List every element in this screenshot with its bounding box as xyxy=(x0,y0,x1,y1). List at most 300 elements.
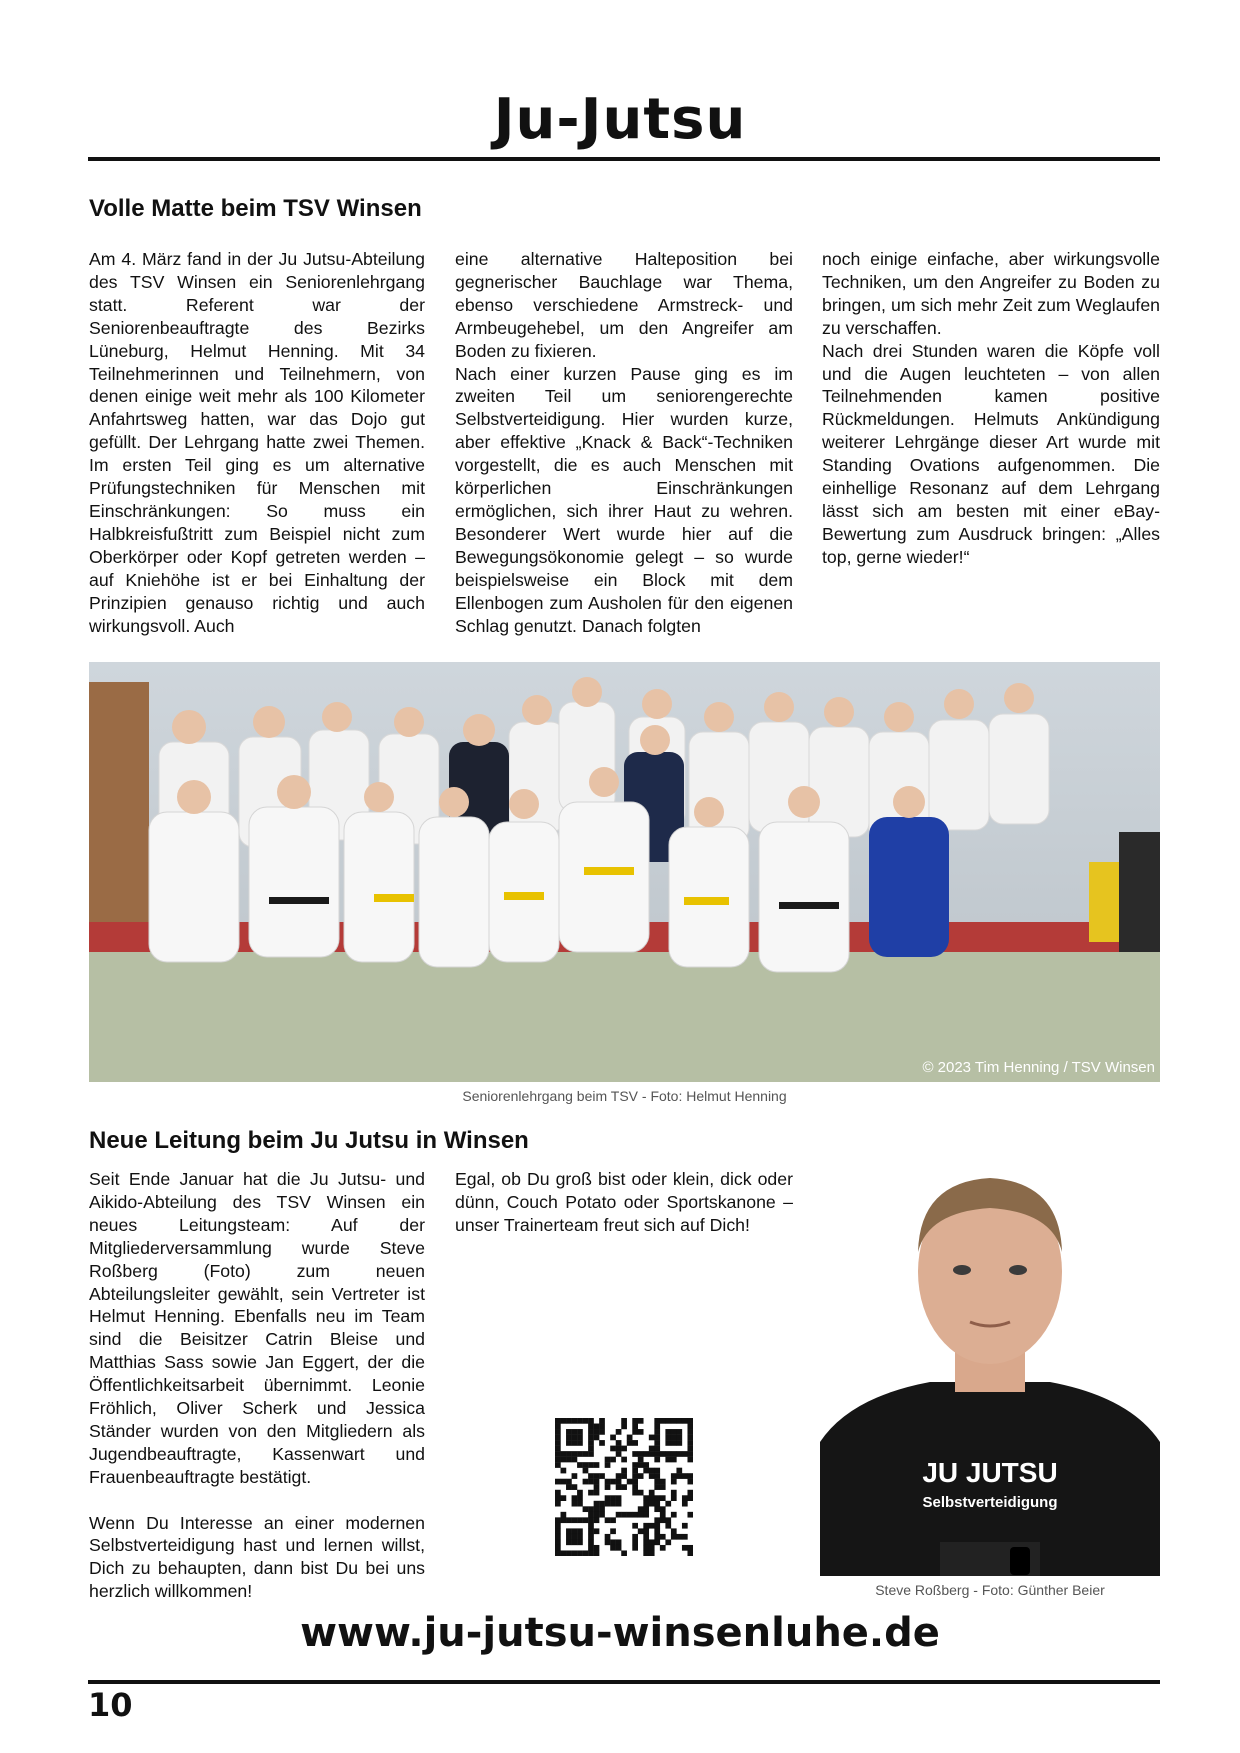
qr-module xyxy=(643,1495,649,1501)
qr-module xyxy=(599,1506,605,1512)
qr-module xyxy=(682,1418,688,1424)
qr-module xyxy=(671,1528,677,1534)
qr-module xyxy=(555,1550,561,1556)
qr-module xyxy=(660,1506,666,1512)
qr-module xyxy=(682,1501,688,1507)
qr-module xyxy=(572,1484,578,1490)
article1-col2-paragraph-2: Nach einer kurzen Pause ging es im zweiten Teil um seniorengerechte Selbstverteidigung. Hier wurden kurze, aber effektive „Knack & Back“-Techniken vorgestellt, die es auch Menschen mit körperlichen Einschränkungen ermöglichen, sich ihrer Haut zu wehren. Besonderer Wert wurde hier auf die Bewegungsökonomie gelegt – so wurde beispielsweise ein Block mit dem Ellenbogen zum Ausholen für den eigenen Schlag genutzt. Danach folgten xyxy=(455,363,793,636)
qr-module xyxy=(649,1545,655,1551)
qr-module xyxy=(649,1446,655,1452)
qr-module xyxy=(594,1462,600,1468)
qr-module xyxy=(555,1446,561,1452)
qr-module xyxy=(588,1446,594,1452)
qr-module xyxy=(660,1484,666,1490)
qr-module xyxy=(654,1528,660,1534)
qr-module xyxy=(610,1446,616,1452)
qr-module xyxy=(638,1512,644,1518)
qr-module xyxy=(588,1418,594,1424)
qr-module xyxy=(572,1517,578,1523)
qr-module xyxy=(649,1473,655,1479)
shirt-text-1: JU JUTSU xyxy=(922,1457,1058,1488)
qr-module xyxy=(660,1479,666,1485)
qr-module xyxy=(632,1440,638,1446)
qr-module xyxy=(577,1550,583,1556)
qr-module xyxy=(610,1479,616,1485)
qr-module xyxy=(649,1495,655,1501)
qr-module xyxy=(588,1462,594,1468)
qr-module xyxy=(577,1501,583,1507)
article2-column-1 xyxy=(89,1168,425,1603)
qr-module xyxy=(654,1468,660,1474)
qr-module xyxy=(660,1451,666,1457)
qr-module xyxy=(687,1435,693,1441)
qr-module xyxy=(566,1451,572,1457)
qr-module xyxy=(649,1435,655,1441)
qr-module xyxy=(643,1523,649,1529)
qr-module xyxy=(643,1451,649,1457)
qr-module xyxy=(605,1539,611,1545)
qr-module xyxy=(654,1539,660,1545)
qr-module xyxy=(599,1512,605,1518)
qr-module xyxy=(555,1418,561,1424)
qr-module xyxy=(632,1512,638,1518)
qr-module xyxy=(605,1534,611,1540)
qr-module xyxy=(583,1468,589,1474)
qr-module xyxy=(610,1495,616,1501)
qr-module xyxy=(616,1451,622,1457)
photo-watermark: © 2023 Tim Henning / TSV Winsen xyxy=(922,1059,1155,1076)
qr-module xyxy=(687,1457,693,1463)
qr-module xyxy=(632,1424,638,1430)
qr-module xyxy=(577,1451,583,1457)
qr-module xyxy=(572,1473,578,1479)
qr-module xyxy=(649,1501,655,1507)
qr-module xyxy=(588,1473,594,1479)
qr-module xyxy=(654,1517,660,1523)
qr-module xyxy=(610,1545,616,1551)
portrait-photo xyxy=(820,1142,1160,1576)
qr-module xyxy=(676,1429,682,1435)
qr-module xyxy=(566,1479,572,1485)
qr-module xyxy=(588,1435,594,1441)
qr-module xyxy=(583,1462,589,1468)
qr-module xyxy=(654,1484,660,1490)
qr-module xyxy=(561,1512,567,1518)
qr-module xyxy=(687,1451,693,1457)
qr-module xyxy=(671,1451,677,1457)
qr-module xyxy=(555,1495,561,1501)
qr-module xyxy=(599,1418,605,1424)
qr-code-graphic xyxy=(555,1418,693,1556)
qr-module xyxy=(566,1457,572,1463)
qr-module xyxy=(676,1534,682,1540)
qr-module xyxy=(638,1429,644,1435)
qr-module xyxy=(616,1484,622,1490)
qr-module xyxy=(577,1517,583,1523)
qr-module xyxy=(610,1457,616,1463)
qr-module xyxy=(588,1490,594,1496)
qr-module xyxy=(638,1451,644,1457)
qr-module xyxy=(643,1501,649,1507)
qr-module xyxy=(566,1484,572,1490)
qr-module xyxy=(566,1429,572,1435)
qr-module xyxy=(632,1545,638,1551)
qr-module xyxy=(566,1528,572,1534)
qr-module xyxy=(627,1440,633,1446)
qr-module xyxy=(660,1512,666,1518)
qr-module xyxy=(621,1468,627,1474)
qr-module xyxy=(687,1545,693,1551)
qr-module xyxy=(632,1429,638,1435)
qr-module xyxy=(638,1506,644,1512)
qr-module xyxy=(588,1424,594,1430)
qr-module xyxy=(665,1457,671,1463)
qr-module xyxy=(583,1451,589,1457)
qr-module xyxy=(671,1435,677,1441)
website-url[interactable]: www.ju-jutsu-winsenluhe.de xyxy=(300,1610,940,1656)
qr-module xyxy=(665,1451,671,1457)
qr-module xyxy=(665,1539,671,1545)
qr-module xyxy=(577,1440,583,1446)
qr-module xyxy=(638,1418,644,1424)
qr-module xyxy=(621,1484,627,1490)
article1-col3-paragraph-2: Nach drei Stunden waren die Köpfe voll und die Augen leuchteten – von allen Teilnehmenden kamen positive Rückmeldungen. Helmuts Ankündigung weiterer Lehrgänge dieser Art wurde mit Standing Ovations aufgenommen. Die einhellige Resonanz auf dem Lehrgang lässt sich am besten mit einer eBay-Bewertung zum Ausdruck bringen: „Alles top, gerne wieder!“ xyxy=(822,340,1160,567)
qr-module xyxy=(616,1440,622,1446)
qr-module xyxy=(583,1418,589,1424)
group-photo-illustration xyxy=(89,662,1160,1082)
qr-module xyxy=(583,1517,589,1523)
qr-module xyxy=(616,1512,622,1518)
qr-module xyxy=(572,1440,578,1446)
qr-module xyxy=(566,1550,572,1556)
qr-module xyxy=(555,1545,561,1551)
qr-module xyxy=(588,1440,594,1446)
qr-module xyxy=(555,1440,561,1446)
qr-module xyxy=(665,1501,671,1507)
qr-module xyxy=(654,1424,660,1430)
qr-module xyxy=(616,1473,622,1479)
qr-module xyxy=(555,1539,561,1545)
article1-col1-paragraph: Am 4. März fand in der Ju Jutsu-Abteilung des TSV Winsen ein Seniorenlehrgang statt. Referent war der Seniorenbeauftragte des Bezirks Lüneburg, Helmut Henning. Mit 34 Teilnehmerinnen und Teilnehmern, von denen einige weit mehr als 100 Kilometer Anfahrtsweg hatten, war das Dojo gut gefüllt. Der Lehrgang hatte zwei Themen. Im ersten Teil ging es um alternative Prüfungstechniken für Menschen mit Einschränkungen: So muss ein Halbkreisfußtritt zum Beispiel nicht zum Oberkörper oder Kopf getreten werden – auf Kniehöhe ist er bei Einhaltung der Prinzipien genauso richtig und auch wirkungsvoll. Auch xyxy=(89,249,425,636)
qr-module xyxy=(616,1495,622,1501)
qr-module xyxy=(594,1512,600,1518)
qr-module xyxy=(621,1550,627,1556)
qr-module xyxy=(632,1462,638,1468)
qr-module xyxy=(671,1429,677,1435)
qr-module xyxy=(572,1550,578,1556)
article2-heading: Neue Leitung beim Ju Jutsu in Winsen xyxy=(89,1127,529,1154)
qr-module xyxy=(643,1468,649,1474)
qr-module xyxy=(654,1479,660,1485)
qr-module xyxy=(687,1429,693,1435)
qr-module xyxy=(594,1473,600,1479)
qr-module xyxy=(643,1550,649,1556)
qr-module xyxy=(621,1446,627,1452)
qr-module xyxy=(654,1534,660,1540)
qr-module xyxy=(577,1528,583,1534)
qr-module xyxy=(588,1528,594,1534)
qr-module xyxy=(654,1429,660,1435)
qr-module xyxy=(610,1501,616,1507)
qr-module xyxy=(577,1435,583,1441)
qr-module xyxy=(566,1517,572,1523)
qr-module xyxy=(555,1501,561,1507)
qr-module xyxy=(594,1550,600,1556)
qr-module xyxy=(555,1451,561,1457)
qr-module xyxy=(660,1418,666,1424)
qr-module xyxy=(687,1550,693,1556)
qr-module xyxy=(632,1539,638,1545)
qr-module xyxy=(594,1490,600,1496)
article2-column-2 xyxy=(455,1168,793,1237)
qr-module xyxy=(572,1495,578,1501)
qr-module xyxy=(572,1418,578,1424)
qr-module xyxy=(632,1473,638,1479)
qr-module xyxy=(583,1550,589,1556)
qr-module xyxy=(583,1479,589,1485)
qr-module xyxy=(665,1418,671,1424)
qr-module xyxy=(654,1523,660,1529)
qr-module xyxy=(577,1534,583,1540)
qr-module xyxy=(555,1435,561,1441)
qr-module xyxy=(572,1451,578,1457)
qr-module xyxy=(671,1418,677,1424)
qr-module xyxy=(605,1484,611,1490)
qr-module xyxy=(555,1479,561,1485)
qr-module xyxy=(632,1479,638,1485)
qr-module xyxy=(588,1517,594,1523)
qr-module xyxy=(566,1440,572,1446)
qr-module xyxy=(561,1517,567,1523)
qr-module xyxy=(594,1506,600,1512)
qr-module xyxy=(561,1479,567,1485)
qr-module xyxy=(610,1517,616,1523)
qr-module xyxy=(616,1429,622,1435)
qr-module xyxy=(605,1501,611,1507)
qr-module xyxy=(654,1446,660,1452)
qr-module xyxy=(561,1468,567,1474)
qr-module xyxy=(561,1550,567,1556)
qr-code[interactable] xyxy=(555,1418,693,1556)
qr-module xyxy=(588,1506,594,1512)
qr-module xyxy=(632,1490,638,1496)
qr-module xyxy=(676,1468,682,1474)
qr-module xyxy=(588,1523,594,1529)
portrait-caption: Steve Roßberg - Foto: Günther Beier xyxy=(875,1582,1105,1598)
qr-module xyxy=(561,1457,567,1463)
qr-module xyxy=(594,1528,600,1534)
qr-module xyxy=(594,1501,600,1507)
qr-module xyxy=(671,1534,677,1540)
qr-module xyxy=(627,1512,633,1518)
qr-module xyxy=(583,1506,589,1512)
qr-module xyxy=(671,1490,677,1496)
qr-module xyxy=(643,1462,649,1468)
article1-column-3 xyxy=(822,248,1160,569)
group-photo xyxy=(89,662,1160,1082)
qr-module xyxy=(676,1435,682,1441)
qr-module xyxy=(555,1528,561,1534)
qr-module xyxy=(605,1517,611,1523)
qr-module xyxy=(671,1457,677,1463)
qr-module xyxy=(594,1517,600,1523)
qr-module xyxy=(660,1545,666,1551)
qr-module xyxy=(665,1429,671,1435)
qr-module xyxy=(676,1451,682,1457)
qr-module xyxy=(616,1479,622,1485)
qr-module xyxy=(682,1523,688,1529)
qr-module xyxy=(682,1545,688,1551)
qr-module xyxy=(588,1451,594,1457)
qr-module xyxy=(599,1424,605,1430)
qr-module xyxy=(616,1539,622,1545)
page-number: 10 xyxy=(88,1686,133,1724)
qr-module xyxy=(687,1446,693,1452)
qr-module xyxy=(665,1435,671,1441)
qr-module xyxy=(621,1512,627,1518)
qr-module xyxy=(654,1473,660,1479)
article2-col1-paragraph-1: Seit Ende Januar hat die Ju Jutsu- und Aikido-Abteilung des TSV Winsen ein neues Leitungsteam: Auf der Mitgliederversammlung wurde Steve Roßberg (Foto) zum neuen Abteilungsleiter gewählt, sein Vertreter ist Helmut Henning. Ebenfalls neu im Team sind die Beisitzer Catrin Bleise und Matthias Sass sowie Jan Eggert, der die Öffentlichkeitsarbeit übernimmt. Leonie Fröhlich, Oliver Scherk und Jessica Ständer wurden von den Mitgliedern als Jugendbeauftragte, Kassenwart und Frauenbeauftragte bestätigt. xyxy=(89,1169,425,1487)
qr-module xyxy=(594,1429,600,1435)
qr-module xyxy=(676,1418,682,1424)
qr-module xyxy=(660,1534,666,1540)
qr-module xyxy=(555,1424,561,1430)
qr-module xyxy=(555,1517,561,1523)
qr-module xyxy=(605,1457,611,1463)
qr-module xyxy=(687,1490,693,1496)
qr-module xyxy=(654,1506,660,1512)
qr-module xyxy=(676,1440,682,1446)
top-rule xyxy=(88,157,1160,161)
qr-module xyxy=(605,1495,611,1501)
qr-module xyxy=(616,1501,622,1507)
qr-module xyxy=(588,1550,594,1556)
article2-col1-paragraph-2: Wenn Du Interesse an einer modernen Selbstverteidigung hast und lernen willst, Dich zu behaupten, dann bist Du bei uns herzlich willkommen! xyxy=(89,1512,425,1602)
qr-module xyxy=(676,1473,682,1479)
qr-module xyxy=(572,1528,578,1534)
article2-col2-paragraph: Egal, ob Du groß bist oder klein, dick oder dünn, Couch Potato oder Sportskanone – unser Trainerteam freut sich auf Dich! xyxy=(455,1169,793,1235)
qr-module xyxy=(682,1451,688,1457)
qr-module xyxy=(638,1457,644,1463)
article1-col2-paragraph-1: eine alternative Halteposition bei gegnerischer Bauchlage war Thema, ebenso verschiedene Armstreck- und Armbeugehebel, um den Angreifer am Boden zu fixieren. xyxy=(455,249,793,361)
qr-module xyxy=(616,1446,622,1452)
qr-module xyxy=(566,1435,572,1441)
qr-module xyxy=(687,1424,693,1430)
qr-module xyxy=(649,1490,655,1496)
qr-module xyxy=(654,1435,660,1441)
qr-module xyxy=(594,1484,600,1490)
qr-module xyxy=(687,1479,693,1485)
qr-module xyxy=(632,1534,638,1540)
qr-module xyxy=(671,1495,677,1501)
qr-module xyxy=(605,1479,611,1485)
qr-module xyxy=(588,1429,594,1435)
qr-module xyxy=(654,1440,660,1446)
qr-module xyxy=(599,1501,605,1507)
qr-module xyxy=(654,1457,660,1463)
qr-module xyxy=(638,1528,644,1534)
qr-module xyxy=(594,1545,600,1551)
qr-module xyxy=(643,1506,649,1512)
qr-module xyxy=(654,1418,660,1424)
qr-module xyxy=(599,1429,605,1435)
qr-module xyxy=(687,1495,693,1501)
qr-module xyxy=(566,1539,572,1545)
bottom-rule xyxy=(88,1680,1160,1684)
qr-module xyxy=(643,1512,649,1518)
qr-module xyxy=(671,1479,677,1485)
qr-module xyxy=(649,1523,655,1529)
qr-module xyxy=(577,1495,583,1501)
qr-module xyxy=(687,1418,693,1424)
qr-module xyxy=(605,1462,611,1468)
qr-module xyxy=(632,1484,638,1490)
qr-module xyxy=(621,1473,627,1479)
qr-module xyxy=(621,1424,627,1430)
qr-module xyxy=(682,1534,688,1540)
article1-col3-paragraph-1: noch einige einfache, aber wirkungsvolle Techniken, um den Angreifer zu Boden zu bringen, um sich mehr Zeit zum Weglaufen zu verschaffen. xyxy=(822,249,1160,338)
qr-module xyxy=(632,1468,638,1474)
qr-module xyxy=(627,1435,633,1441)
qr-module xyxy=(649,1550,655,1556)
qr-module xyxy=(610,1435,616,1441)
qr-module xyxy=(588,1534,594,1540)
article1-column-1 xyxy=(89,248,425,637)
qr-module xyxy=(643,1545,649,1551)
qr-module xyxy=(643,1539,649,1545)
qr-module xyxy=(632,1451,638,1457)
qr-module xyxy=(687,1512,693,1518)
qr-module xyxy=(671,1473,677,1479)
qr-module xyxy=(577,1490,583,1496)
qr-module xyxy=(671,1512,677,1518)
qr-module xyxy=(566,1534,572,1540)
qr-module xyxy=(660,1495,666,1501)
page-title: Ju-Jutsu xyxy=(493,87,747,152)
qr-module xyxy=(577,1539,583,1545)
qr-module xyxy=(572,1435,578,1441)
qr-module xyxy=(632,1418,638,1424)
qr-module xyxy=(671,1440,677,1446)
qr-module xyxy=(621,1457,627,1463)
qr-module xyxy=(577,1429,583,1435)
qr-module xyxy=(665,1440,671,1446)
qr-module xyxy=(577,1418,583,1424)
qr-module xyxy=(588,1545,594,1551)
qr-module xyxy=(594,1424,600,1430)
qr-module xyxy=(610,1528,616,1534)
qr-module xyxy=(561,1418,567,1424)
qr-module xyxy=(599,1473,605,1479)
qr-module xyxy=(654,1451,660,1457)
qr-module xyxy=(572,1457,578,1463)
qr-module xyxy=(643,1534,649,1540)
qr-module xyxy=(555,1457,561,1463)
qr-module xyxy=(621,1418,627,1424)
qr-module xyxy=(638,1462,644,1468)
qr-module xyxy=(682,1473,688,1479)
qr-module xyxy=(555,1429,561,1435)
qr-module xyxy=(572,1501,578,1507)
qr-module xyxy=(572,1429,578,1435)
qr-module xyxy=(594,1479,600,1485)
article1-column-2 xyxy=(455,248,793,637)
qr-module xyxy=(555,1523,561,1529)
shirt-text-2: Selbstverteidigung xyxy=(922,1494,1058,1511)
group-photo-caption: Seniorenlehrgang beim TSV - Foto: Helmut Henning xyxy=(462,1088,787,1104)
qr-module xyxy=(654,1501,660,1507)
qr-module xyxy=(555,1534,561,1540)
